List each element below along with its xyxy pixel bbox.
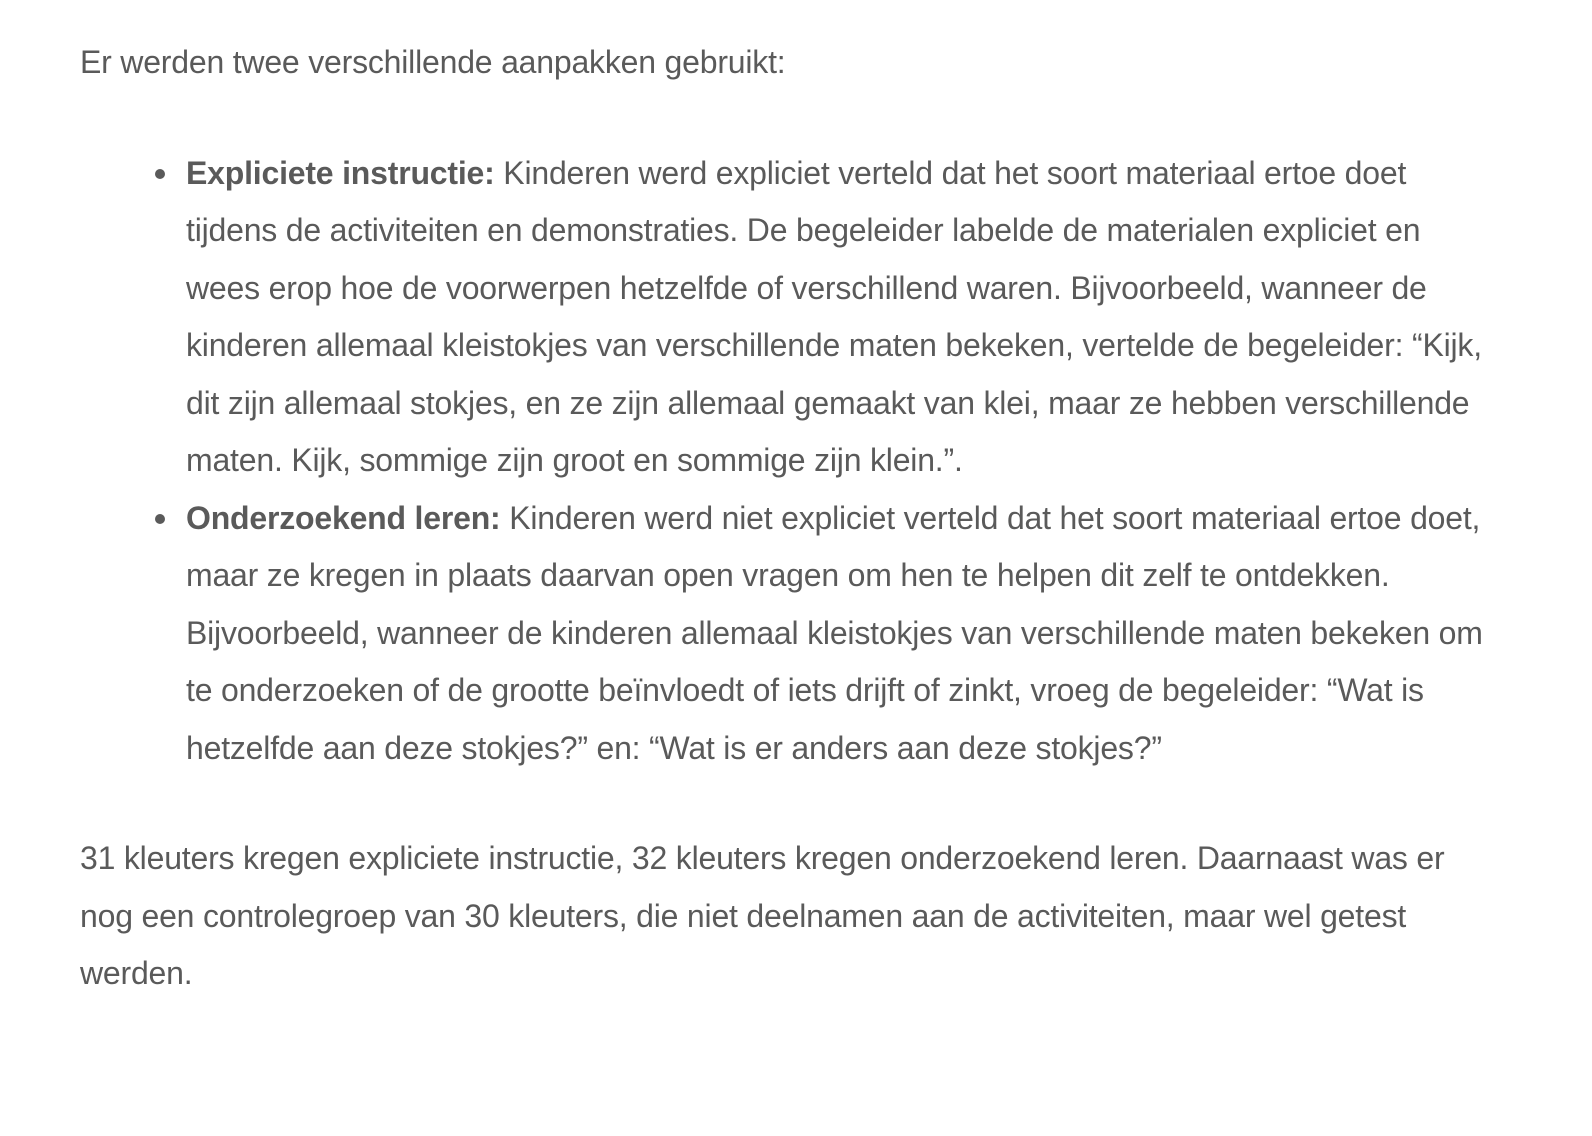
- approach-description: Kinderen werd expliciet verteld dat het soort materiaal ertoe doet tijdens de activiteiten en demonstraties. De begeleider labelde de materialen expliciet en wees erop hoe de voorwerpen hetzelfde of verschillend waren. Bijvoorbeeld, wanneer de kinderen allemaal kleistokjes van verschillende maten bekeken, vertelde de begeleider: “Kijk, dit zijn allemaal stokjes, en ze zijn allemaal gemaakt van klei, maar ze hebben verschillende maten. Kijk, sommige zijn groot en sommige zijn klein.”.: [186, 154, 1482, 478]
- approaches-list: [80, 145, 1486, 778]
- outro-paragraph: 31 kleuters kregen expliciete instructie, 32 kleuters kregen onderzoekend leren. Daarnaast was er nog een controlegroep van 30 kleuters, die niet deelnamen aan de activiteiten, maar wel getest werden.: [80, 840, 1445, 991]
- list-item: [186, 145, 1486, 490]
- approach-term: Expliciete instructie:: [186, 154, 495, 191]
- bullet-icon: [155, 514, 165, 524]
- list-item: [186, 490, 1486, 778]
- intro-paragraph: Er werden twee verschillende aanpakken gebruikt:: [80, 44, 786, 80]
- approach-term: Onderzoekend leren:: [186, 499, 501, 536]
- approach-description: Kinderen werd niet expliciet verteld dat het soort materiaal ertoe doet, maar ze kregen in plaats daarvan open vragen om hen te helpen dit zelf te ontdekken. Bijvoorbeeld, wanneer de kinderen allemaal kleistokjes van verschillende maten bekeken om te onderzoeken of de grootte beïnvloedt of iets drijft of zinkt, vroeg de begeleider: “Wat is hetzelfde aan deze stokjes?” en: “Wat is er anders aan deze stokjes?”: [186, 499, 1483, 766]
- bullet-icon: [155, 169, 165, 179]
